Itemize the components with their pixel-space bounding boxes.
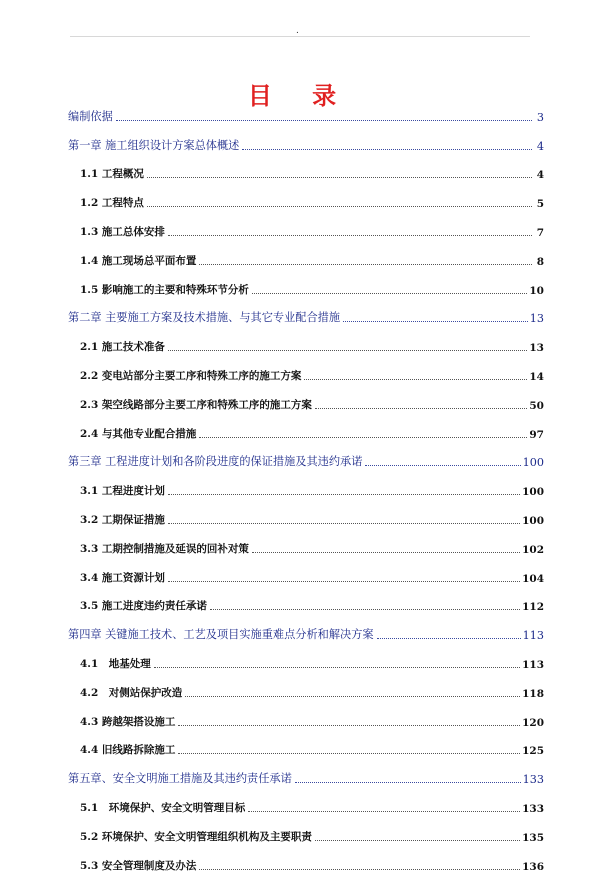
toc-entry-page: 100 [522,514,544,527]
toc-entry[interactable] [68,472,544,501]
toc-entry-label: 2.3 架空线路部分主要工序和特殊工序的施工方案 [80,398,312,411]
toc-entry[interactable] [68,847,544,876]
toc-entry-label: 3.4 施工资源计划 [80,571,165,584]
table-of-contents [68,98,544,876]
toc-dot-leader [178,725,520,726]
toc-entry-page: 120 [522,716,544,729]
toc-entry[interactable] [68,645,544,674]
toc-entry[interactable] [68,444,544,473]
toc-entry-label: 2.2 变电站部分主要工序和特殊工序的施工方案 [80,369,302,382]
toc-entry[interactable] [68,760,544,789]
toc-entry[interactable] [68,300,544,329]
toc-entry-page: 50 [529,399,544,412]
toc-entry[interactable] [68,818,544,847]
toc-entry-page: 133 [522,773,544,787]
toc-entry[interactable] [68,616,544,645]
toc-dot-leader [248,811,520,812]
toc-entry-page: 113 [522,629,544,643]
toc-entry-label: 5.3 安全管理制度及办法 [80,859,197,872]
toc-entry-page: 136 [522,860,544,873]
toc-entry[interactable] [68,588,544,617]
header-rule [70,36,530,37]
toc-entry-page: 14 [529,370,544,383]
toc-entry-label: 第二章 主要施工方案及技术措施、与其它专业配合措施 [68,311,341,325]
toc-entry[interactable] [68,789,544,818]
toc-entry-page: 118 [522,687,544,700]
toc-dot-leader [168,235,532,236]
toc-entry-page: 125 [522,745,544,758]
toc-entry-page: 4 [536,139,544,153]
toc-dot-leader [242,149,532,150]
toc-entry[interactable] [68,415,544,444]
toc-entry-label: 第三章 工程进度计划和各阶段进度的保证措施及其违约承诺 [68,455,363,469]
toc-dot-leader [168,494,520,495]
toc-dot-leader [147,206,532,207]
toc-entry[interactable] [68,242,544,271]
toc-dot-leader [168,350,527,351]
toc-entry-page: 135 [522,831,544,844]
toc-dot-leader [210,609,520,610]
toc-entry[interactable] [68,386,544,415]
toc-entry-label: 4.1 地基处理 [80,657,151,670]
header-mark: . [296,26,299,36]
toc-entry[interactable] [68,328,544,357]
toc-entry-label: 4.3 跨越架搭设施工 [80,715,176,728]
toc-entry-label: 2.4 与其他专业配合措施 [80,427,197,440]
toc-entry-label: 1.3 施工总体安排 [80,225,165,238]
toc-entry-page: 4 [536,169,544,182]
toc-entry-page: 3 [536,110,544,124]
toc-dot-leader [168,523,520,524]
toc-entry-label: 1.5 影响施工的主要和特殊环节分析 [80,283,249,296]
toc-entry-label: 1.1 工程概况 [80,168,144,181]
toc-dot-leader [199,437,527,438]
toc-dot-leader [295,782,521,783]
toc-entry-page: 13 [529,312,544,326]
toc-dot-leader [116,120,532,121]
toc-entry[interactable] [68,559,544,588]
toc-entry[interactable] [68,271,544,300]
toc-entry-label: 3.5 施工进度违约责任承诺 [80,600,207,613]
toc-dot-leader [154,667,520,668]
toc-dot-leader [315,408,527,409]
toc-dot-leader [365,465,520,466]
toc-entry-page: 112 [522,601,544,614]
toc-entry[interactable] [68,184,544,213]
toc-entry-page: 104 [522,572,544,585]
toc-dot-leader [199,869,520,870]
toc-entry-label: 5.1 环境保护、安全文明管理目标 [80,801,246,814]
toc-entry-label: 3.2 工期保证措施 [80,513,165,526]
toc-entry-label: 5.2 环境保护、安全文明管理组织机构及主要职责 [80,830,312,843]
toc-entry[interactable] [68,501,544,530]
toc-entry[interactable] [68,127,544,156]
toc-entry-page: 100 [522,486,544,499]
toc-entry-page: 97 [529,428,544,441]
toc-entry-page: 10 [529,284,544,297]
toc-entry[interactable] [68,530,544,559]
toc-dot-leader [343,321,528,322]
toc-dot-leader [315,840,520,841]
toc-entry-label: 1.2 工程特点 [80,197,144,210]
toc-entry[interactable] [68,156,544,185]
toc-dot-leader [252,293,527,294]
toc-entry-label: 第四章 关键施工技术、工艺及项目实施重难点分析和解决方案 [68,628,374,642]
toc-entry-page: 133 [522,802,544,815]
toc-entry-label: 4.2 对侧站保护改造 [80,686,183,699]
toc-dot-leader [199,264,532,265]
toc-entry-page: 100 [522,456,544,470]
toc-entry[interactable] [68,703,544,732]
toc-title: 目 录 [247,81,353,110]
toc-entry-page: 102 [522,543,544,556]
toc-entry-label: 3.3 工期控制措施及延误的回补对策 [80,542,249,555]
toc-entry[interactable] [68,674,544,703]
toc-entry-page: 113 [522,658,544,671]
toc-entry-page: 8 [536,255,544,268]
toc-entry-label: 第一章 施工组织设计方案总体概述 [68,138,240,152]
toc-entry-page: 5 [536,198,544,211]
toc-entry-label: 第五章、安全文明施工措施及其违约责任承诺 [68,772,292,786]
toc-entry[interactable] [68,213,544,242]
toc-entry-page: 13 [529,342,544,355]
toc-entry-label: 编制依据 [68,109,113,123]
toc-entry[interactable] [68,98,544,127]
toc-dot-leader [304,379,527,380]
toc-dot-leader [178,753,520,754]
toc-entry-page: 7 [536,226,544,239]
toc-entry-label: 2.1 施工技术准备 [80,341,165,354]
toc-entry-label: 1.4 施工现场总平面布置 [80,254,197,267]
toc-dot-leader [377,638,521,639]
toc-entry-label: 3.1 工程进度计划 [80,485,165,498]
toc-entry-label: 4.4 旧线路拆除施工 [80,744,176,757]
toc-entry[interactable] [68,732,544,761]
toc-dot-leader [185,696,520,697]
toc-dot-leader [147,177,532,178]
toc-entry[interactable] [68,357,544,386]
toc-dot-leader [168,581,520,582]
toc-dot-leader [252,552,520,553]
